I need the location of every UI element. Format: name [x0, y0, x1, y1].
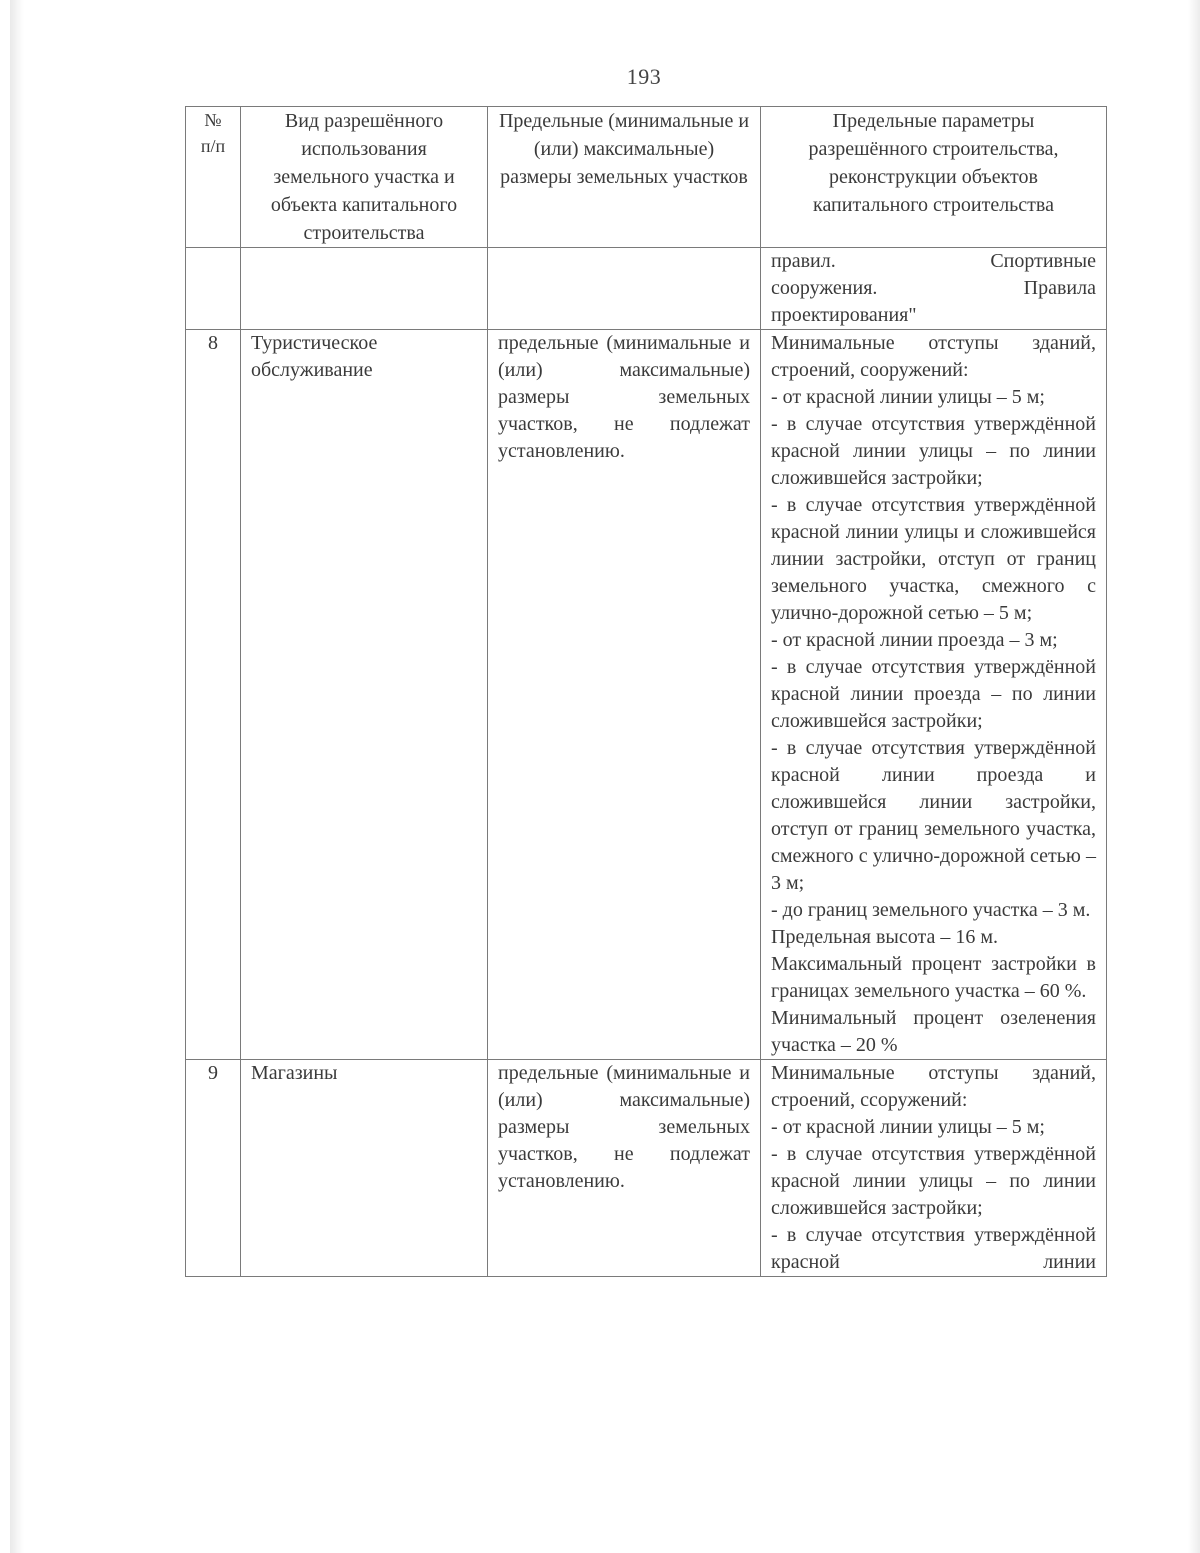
params-paragraph: Минимальные отступы зданий, строений, ссоружений:	[771, 1062, 1096, 1111]
params-paragraph: - от красной линии улицы – 5 м;	[771, 386, 1045, 408]
cell-usage-type: Магазины	[241, 1060, 488, 1277]
params-paragraph: - в случае отсутствия утверждённой красной линии проезда и сложившейся линии застройки, отступ от границ земельного участка, смежного с улично-дорожной сетью – 3 м;	[771, 737, 1096, 894]
table-row	[186, 1060, 1107, 1277]
params-paragraph: - в случае отсутствия утверждённой красной линии	[771, 1224, 1096, 1273]
cell-construction-params	[761, 330, 1107, 1060]
regulations-table	[185, 106, 1107, 1277]
header-number: № п/п	[186, 107, 241, 248]
cell-plot-sizes: предельные (минимальные и (или) максимальные) размеры земельных участков, не подлежат установлению.	[488, 1060, 761, 1277]
params-paragraph: - в случае отсутствия утверждённой красной линии улицы и сложившейся линии застройки, отступ от границ земельного участка, смежного с улично-дорожной сетью – 5 м;	[771, 494, 1096, 624]
params-paragraph: - от красной линии проезда – 3 м;	[771, 629, 1058, 651]
table-header-row	[186, 107, 1107, 248]
params-line: проектирования"	[771, 304, 917, 326]
params-paragraph: Минимальный процент озеленения участка – 20 %	[771, 1007, 1096, 1056]
cell-params-continued	[761, 248, 1107, 330]
cell-number-empty	[186, 248, 241, 330]
cell-number: 8	[186, 330, 241, 1060]
params-paragraph: - в случае отсутствия утверждённой красной линии проезда – по линии сложившейся застройки;	[771, 656, 1096, 732]
params-paragraph: Минимальные отступы зданий, строений, сооружений:	[771, 332, 1096, 381]
params-paragraph: - от красной линии улицы – 5 м;	[771, 1116, 1045, 1138]
cell-number: 9	[186, 1060, 241, 1277]
header-usage-type: Вид разрешённого использования земельного участка и объекта капитального строительства	[241, 107, 488, 248]
params-line: сооружения. Правила	[771, 277, 1096, 299]
scan-edge-left	[10, 0, 24, 1553]
table-row	[186, 330, 1107, 1060]
cell-usage-type: Туристическое обслуживание	[241, 330, 488, 1060]
params-paragraph: - до границ земельного участка – 3 м.	[771, 899, 1091, 921]
scan-edge-right	[1188, 0, 1200, 1553]
params-paragraph: Максимальный процент застройки в границах земельного участка – 60 %.	[771, 953, 1096, 1002]
cell-sizes-empty	[488, 248, 761, 330]
table-row-continued	[186, 248, 1107, 330]
page-number: 193	[626, 64, 662, 89]
cell-type-empty	[241, 248, 488, 330]
params-paragraph: Предельная высота – 16 м.	[771, 926, 999, 948]
params-paragraph: - в случае отсутствия утверждённой красной линии улицы – по линии сложившейся застройки;	[771, 413, 1096, 489]
header-plot-sizes: Предельные (минимальные и (или) максимальные) размеры земельных участков	[488, 107, 761, 248]
cell-plot-sizes: предельные (минимальные и (или) максимальные) размеры земельных участков, не подлежат установлению.	[488, 330, 761, 1060]
header-construction-params: Предельные параметры разрешённого строительства, реконструкции объектов капитального строительства	[761, 107, 1107, 248]
params-line: правил. Спортивные	[771, 250, 1096, 272]
cell-construction-params	[761, 1060, 1107, 1277]
params-paragraph: - в случае отсутствия утверждённой красной линии улицы – по линии сложившейся застройки;	[771, 1143, 1096, 1219]
